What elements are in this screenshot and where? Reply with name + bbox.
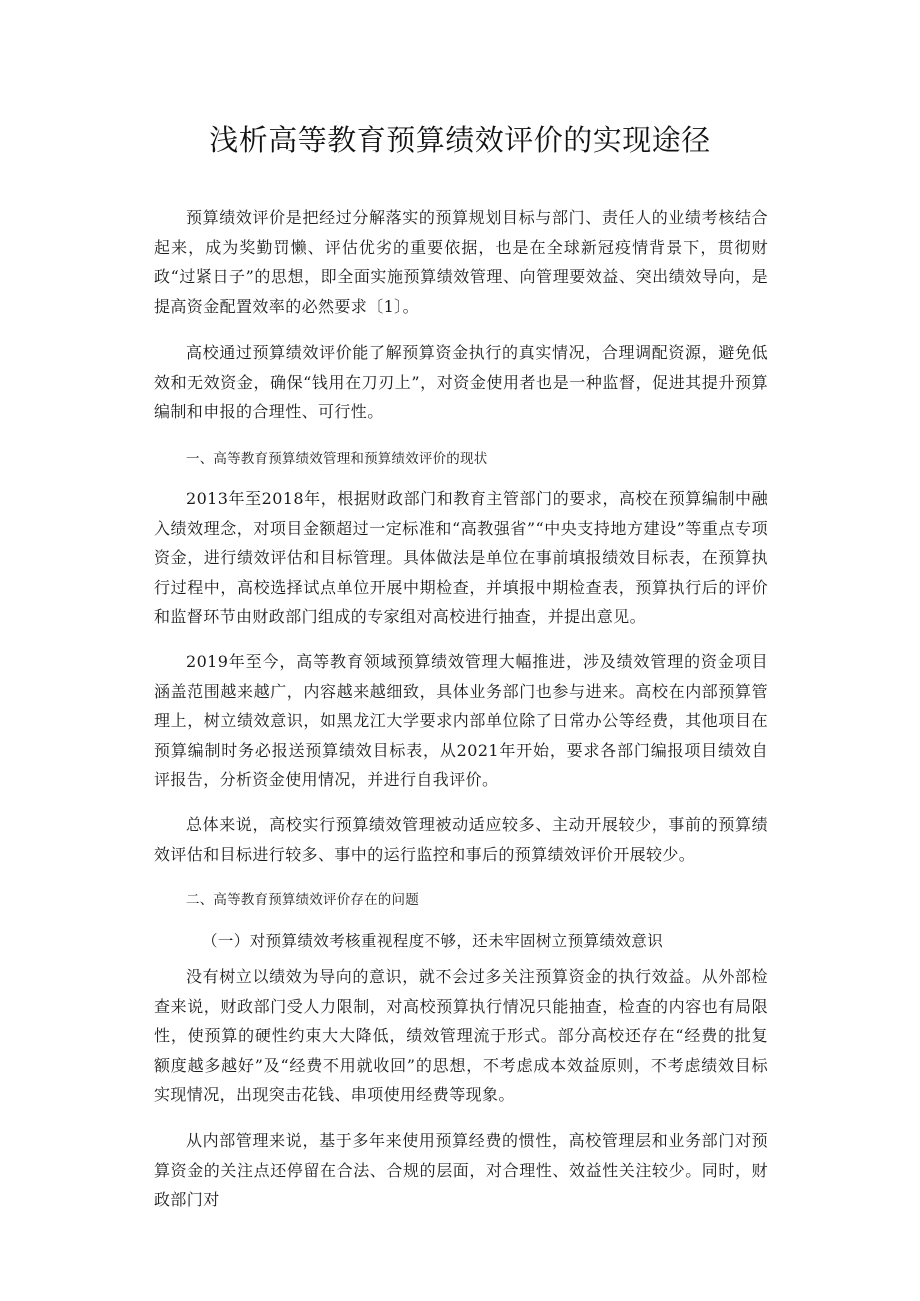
paragraph-history-2013: 2013年至2018年，根据财政部门和教育主管部门的要求，高校在预算编制中融入绩效理念，对项目金额超过一定标准和“高教强省”“中央支持地方建设”等重点专项资金，进行绩效评估和目标管理。具体做法是单位在事前填报绩效目标表，在预算执行过程中，高校选择试点单位开展中期检查，并填报中期检查表，预算执行后的评价和监督环节由财政部门组成的专家组对高校进行抽查，并提出意见。 [154, 489, 768, 626]
document-body-6 [154, 962, 768, 1110]
section-heading-1-block [154, 449, 768, 469]
section-heading-1: 一、高等教育预算绩效管理和预算绩效评价的现状 [186, 451, 488, 467]
paragraph-summary: 总体来说，高校实行预算绩效管理被动适应较多、主动开展较少，事前的预算绩效评估和目标进行较多、事中的运行监控和事后的预算绩效评价开展较少。 [154, 815, 768, 864]
document-body-5 [154, 810, 768, 869]
subsection-heading-1-block [154, 929, 768, 953]
document-body-3 [154, 484, 768, 632]
paragraph-internal-management: 从内部管理来说，基于多年来使用预算经费的惯性，高校管理层和业务部门对预算资金的关注点还停留在合法、合规的层面，对合理性、效益性关注较少。同时，财政部门对 [154, 1131, 768, 1209]
paragraph-history-2019: 2019年至今，高等教育领域预算绩效管理大幅推进，涉及绩效管理的资金项目涵盖范围越来越广，内容越来越细致，具体业务部门也参与进来。高校在内部预算管理上，树立绩效意识，如黑龙江大学要求内部单位除了日常办公等经费，其他项目在预算编制时务必报送预算绩效目标表，从2021年开始，要求各部门编报项目绩效自评报告，分析资金使用情况，并进行自我评价。 [154, 652, 768, 789]
section-heading-2: 二、高等教育预算绩效评价存在的问题 [186, 892, 419, 908]
paragraph-intro: 预算绩效评价是把经过分解落实的预算规划目标与部门、责任人的业绩考核结合起来，成为奖勤罚懒、评估优劣的重要依据，也是在全球新冠疫情背景下，贯彻财政“过紧日子”的思想，即全面实施预算绩效管理、向管理要效益、突出绩效导向，是提高资金配置效率的必然要求〔1〕。 [154, 208, 768, 316]
document-body-2 [154, 338, 768, 427]
document-body-4 [154, 647, 768, 795]
section-heading-2-block [154, 890, 768, 910]
paragraph-awareness: 没有树立以绩效为导向的意识，就不会过多关注预算资金的执行效益。从外部检查来说，财政部门受人力限制，对高校预算执行情况只能抽查，检查的内容也有局限性，使预算的硬性约束大大降低，绩效管理流于形式。部分高校还存在“经费的批复额度越多越好”及“经费不用就收回”的思想，不考虑成本效益原则，不考虑绩效目标实现情况，出现突击花钱、串项使用经费等现象。 [154, 967, 768, 1104]
document-body-7 [154, 1126, 768, 1215]
document-title: 浅析高等教育预算绩效评价的实现途径 [209, 123, 711, 157]
subsection-heading-1: （一）对预算绩效考核重视程度不够，还未牢固树立预算绩效意识 [202, 932, 664, 950]
document-body [154, 203, 768, 321]
paragraph-significance: 高校通过预算绩效评价能了解预算资金执行的真实情况，合理调配资源，避免低效和无效资金，确保“钱用在刀刃上”，对资金使用者也是一种监督，促进其提升预算编制和申报的合理性、可行性。 [154, 343, 768, 421]
